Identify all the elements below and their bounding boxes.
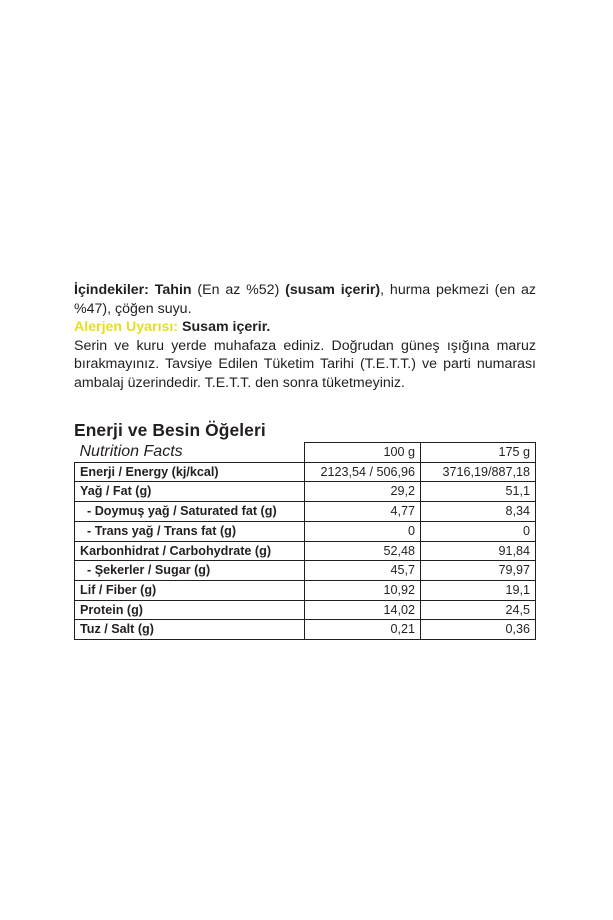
value-175g: 51,1: [421, 482, 536, 502]
value-175g: 79,97: [421, 561, 536, 581]
value-100g: 0,21: [305, 620, 421, 640]
table-row: [75, 561, 536, 581]
nutrient-label: Tuz / Salt (g): [75, 620, 305, 640]
value-100g: 45,7: [305, 561, 421, 581]
nutrition-subtitle: Nutrition Facts: [79, 442, 183, 460]
value-175g: 19,1: [421, 580, 536, 600]
value-175g: 0: [421, 521, 536, 541]
value-175g: 8,34: [421, 502, 536, 522]
nutrition-subtitle-cell: [75, 443, 305, 463]
main-ingredient-ratio: (En az %52): [197, 282, 280, 298]
table-row: [75, 580, 536, 600]
value-100g: 4,77: [305, 502, 421, 522]
table-row: [75, 482, 536, 502]
allergen-text: Susam içerir.: [182, 319, 271, 336]
value-175g: 91,84: [421, 541, 536, 561]
table-row: [75, 502, 536, 522]
nutrition-table: [74, 442, 536, 640]
value-175g: 3716,19/887,18: [421, 462, 536, 482]
ingredients-paragraph: [74, 281, 536, 318]
value-100g: 0: [305, 521, 421, 541]
column-header-100g: 100 g: [305, 443, 421, 463]
column-header-175g: 175 g: [421, 443, 536, 463]
table-row: [75, 541, 536, 561]
ingredients-label: İçindekiler:: [74, 282, 149, 298]
value-175g: 0,36: [421, 620, 536, 640]
value-100g: 52,48: [305, 541, 421, 561]
main-ingredient: Tahin: [154, 282, 192, 298]
nutrient-label: Karbonhidrat / Carbohydrate (g): [75, 541, 305, 561]
nutrient-label: Protein (g): [75, 600, 305, 620]
table-row: [75, 521, 536, 541]
nutrient-label: - Trans yağ / Trans fat (g): [75, 521, 305, 541]
value-175g: 24,5: [421, 600, 536, 620]
nutrient-label: Enerji / Energy (kj/kcal): [75, 462, 305, 482]
value-100g: 10,92: [305, 580, 421, 600]
nutrition-header-row: [75, 443, 536, 463]
value-100g: 14,02: [305, 600, 421, 620]
storage-paragraph: Serin ve kuru yerde muhafaza ediniz. Doğrudan güneş ışığına maruz bırakmayınız. Tavsiye Edilen Tüketim Tarihi (T.E.T.T.) ve parti numarası ambalaj üzerindedir. T.E.T.T. den sonra tüketmeyiniz.: [74, 337, 536, 391]
nutrient-label: - Doymuş yağ / Saturated fat (g): [75, 502, 305, 522]
contains-note: (susam içerir): [285, 282, 381, 298]
nutrient-label: Yağ / Fat (g): [75, 482, 305, 502]
allergen-label: Alerjen Uyarısı:: [74, 319, 179, 336]
value-100g: 29,2: [305, 482, 421, 502]
value-100g: 2123,54 / 506,96: [305, 462, 421, 482]
allergen-paragraph: [74, 318, 536, 337]
nutrition-title: Enerji ve Besin Öğeleri: [74, 420, 266, 440]
table-row: [75, 462, 536, 482]
ingredients-rest: , hurma pekmezi (en az %47), çöğen suyu.: [74, 282, 537, 317]
table-row: [75, 620, 536, 640]
table-row: [75, 600, 536, 620]
nutrient-label: - Şekerler / Sugar (g): [75, 561, 305, 581]
nutrient-label: Lif / Fiber (g): [75, 580, 305, 600]
label-text-block: [74, 281, 536, 393]
